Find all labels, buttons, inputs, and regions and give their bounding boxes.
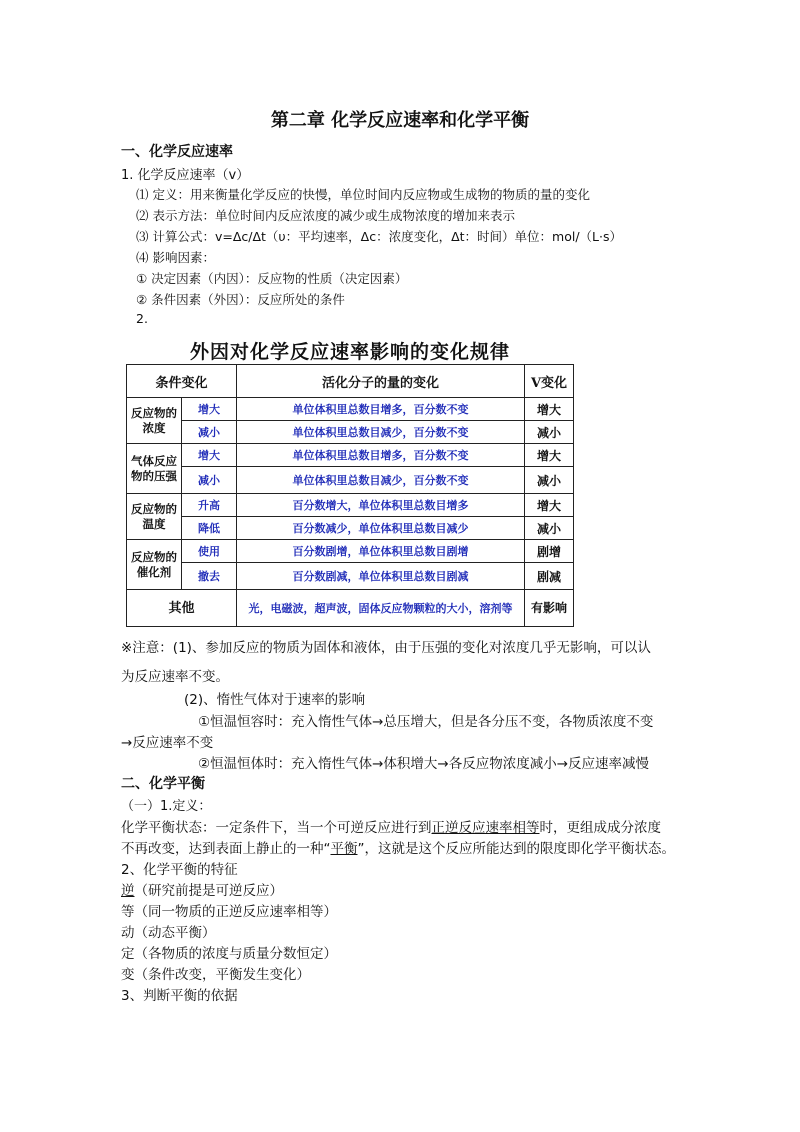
feature-constant: 定（各物质的浓度与质量分数恒定）: [121, 946, 337, 962]
feature-reversible: [121, 879, 283, 899]
page-title: 第二章 化学反应速率和化学平衡: [270, 110, 530, 131]
change-cell: 增大: [182, 444, 237, 467]
section-heading-equilibrium: 二、化学平衡: [121, 776, 205, 792]
change-cell: 增大: [182, 398, 237, 421]
change-cell: 降低: [182, 517, 237, 540]
table-row: [127, 421, 574, 444]
definition-text: 时，更组成成分浓度: [539, 820, 661, 836]
table-header-row: [127, 365, 574, 398]
equilibrium-definition-line-2: [121, 837, 675, 857]
item-2: 2.: [136, 311, 148, 326]
definition-text: 化学平衡状态：一定条件下，当一个可逆反应进行到: [121, 820, 432, 836]
definition-text: ”，这就是这个反应所能达到的限度即化学平衡状态。: [357, 841, 675, 857]
header-condition: 条件变化: [127, 365, 237, 398]
rate-formula: ⑶ 计算公式：v=Δc/Δt（υ：平均速率，Δc：浓度变化，Δt：时间）单位：mol/（L·s）: [136, 229, 622, 244]
rate-factor-table-figure: [124, 337, 576, 616]
rate-factors: ⑷ 影响因素：: [136, 250, 215, 265]
result-cell: 减小: [525, 517, 574, 540]
note-2: (2)、惰性气体对于速率的影响: [184, 692, 366, 708]
note-1-line-2: 为反应速率不变。: [121, 669, 229, 685]
feature-equal: 等（同一物质的正逆反应速率相等）: [121, 904, 337, 920]
change-cell: 撤去: [182, 563, 237, 590]
factor-cell: 气体反应物的压强: [127, 444, 182, 494]
result-cell: 有影响: [525, 590, 574, 627]
definition-underlined-term: 正逆反应速率相等: [431, 820, 540, 836]
effect-cell: 百分数增大，单位体积里总数目增多: [237, 494, 525, 517]
factor-cell: 反应物的浓度: [127, 398, 182, 444]
definition-text: 不再改变，达到表面上静止的一种“: [121, 841, 331, 857]
result-cell: 增大: [525, 444, 574, 467]
effect-cell: 百分数剧增，单位体积里总数目剧增: [237, 540, 525, 563]
result-cell: 增大: [525, 398, 574, 421]
factor-external: ② 条件因素（外因）：反应所处的条件: [136, 292, 345, 307]
table-row: [127, 517, 574, 540]
table-title: 外因对化学反应速率影响的变化规律: [189, 341, 510, 363]
features-heading: 2、化学平衡的特征: [121, 862, 238, 878]
effect-cell: 百分数减少，单位体积里总数目减少: [237, 517, 525, 540]
result-cell: 减小: [525, 467, 574, 494]
result-cell: 增大: [525, 494, 574, 517]
note-2a: ①恒温恒容时：充入惰性气体→总压增大，但是各分压不变，各物质浓度不变: [198, 714, 654, 730]
note-2b: ②恒温恒体时：充入惰性气体→体积增大→各反应物浓度减小→反应速率减慢: [198, 756, 650, 772]
factor-internal: ① 决定因素（内因）：反应物的性质（决定因素）: [136, 271, 408, 286]
table-row: [127, 563, 574, 590]
item-1: 1. 化学反应速率（v）: [121, 168, 250, 183]
rate-definition: ⑴ 定义：用来衡量化学反应的快慢，单位时间内反应物或生成物的物质的量的变化: [136, 187, 590, 202]
factor-cell: 其他: [127, 590, 237, 627]
result-cell: 减小: [525, 421, 574, 444]
equilibrium-definition-line-1: [121, 816, 661, 836]
rate-method: ⑵ 表示方法：单位时间内反应浓度的减少或生成物浓度的增加来表示: [136, 208, 515, 223]
feature-dynamic: 动（动态平衡）: [121, 925, 216, 941]
feature-key: 逆: [121, 883, 135, 899]
section-heading-rate: 一、化学反应速率: [121, 144, 233, 160]
table-row: [127, 444, 574, 467]
factor-cell: 反应物的催化剂: [127, 540, 182, 590]
header-activated: 活化分子的量的变化: [237, 365, 525, 398]
effect-cell: 百分数剧减，单位体积里总数目剧减: [237, 563, 525, 590]
feature-text: （研究前提是可逆反应）: [134, 883, 283, 899]
effect-cell: 单位体积里总数目减少，百分数不变: [237, 421, 525, 444]
note-1-line-1: ※注意：(1)、参加反应的物质为固体和液体，由于压强的变化对浓度几乎无影响，可以认: [121, 640, 651, 656]
change-cell: 减小: [182, 421, 237, 444]
effect-cell: 单位体积里总数目增多，百分数不变: [237, 444, 525, 467]
factor-cell: 反应物的温度: [127, 494, 182, 540]
effect-cell: 光，电磁波，超声波，固体反应物颗粒的大小，溶剂等: [237, 590, 525, 627]
change-cell: 减小: [182, 467, 237, 494]
change-cell: 升高: [182, 494, 237, 517]
equilibrium-basis: 3、判断平衡的依据: [121, 988, 238, 1004]
equilibrium-subheading: （一）1.定义：: [121, 799, 212, 814]
table-row: [127, 494, 574, 517]
header-v: V变化: [525, 365, 574, 398]
effect-cell: 单位体积里总数目增多，百分数不变: [237, 398, 525, 421]
table-row: [127, 398, 574, 421]
definition-underlined-term: 平衡: [330, 841, 358, 857]
rate-factor-table: [126, 364, 574, 627]
table-row: [127, 590, 574, 627]
result-cell: 剧减: [525, 563, 574, 590]
change-cell: 使用: [182, 540, 237, 563]
table-row: [127, 540, 574, 563]
note-2a-continued: →反应速率不变: [121, 735, 214, 751]
result-cell: 剧增: [525, 540, 574, 563]
table-row: [127, 467, 574, 494]
effect-cell: 单位体积里总数目减少，百分数不变: [237, 467, 525, 494]
feature-change: 变（条件改变，平衡发生变化）: [121, 967, 310, 983]
